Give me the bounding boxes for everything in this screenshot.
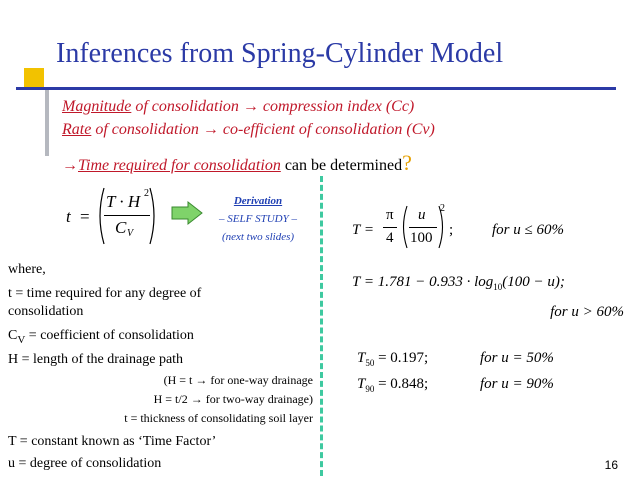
tf-t90-condition: for u = 90% <box>480 376 554 392</box>
magnitude-text: of consolidation → compression index (Cc) <box>131 98 415 115</box>
tf-formula2-sub: 10 <box>493 282 503 292</box>
tf-t50-symbol: T <box>357 350 366 366</box>
layer-thickness: t = thickness of consolidating soil layer <box>124 411 313 425</box>
arrow-icon: → <box>62 157 78 174</box>
tf-formula1-u: u <box>418 207 426 223</box>
tf-formula1-u-bar <box>409 227 437 228</box>
time-text: can be determined <box>280 157 403 174</box>
definition-time-factor: T = constant known as ‘Time Factor’ <box>8 434 217 449</box>
tf-t90-symbol: T <box>357 376 366 392</box>
bullet-accent-bar <box>45 90 49 156</box>
tf-formula2 <box>352 274 565 292</box>
magnitude-term: Magnitude <box>62 98 132 115</box>
definition-cv <box>8 328 194 346</box>
formula-t-denominator: C <box>115 218 127 237</box>
definition-u: u = degree of consolidation <box>8 456 162 471</box>
tf-formula1-exp: 2 <box>440 203 445 214</box>
bullet-magnitude <box>62 98 414 116</box>
definition-h: H = length of the drainage path <box>8 352 184 367</box>
slide-title: Inferences from Spring-Cylinder Model <box>56 38 504 69</box>
tf-t90-sub: 90 <box>365 384 375 394</box>
time-term: Time required for consolidation <box>78 157 281 174</box>
definition-cv-symbol: C <box>8 328 18 343</box>
tf-formula1-condition: for u ≤ 60% <box>492 222 564 238</box>
formula-t-lhs: t <box>66 207 71 226</box>
green-arrow-icon <box>170 200 204 226</box>
definition-t: t = time required for any degree of <box>8 286 202 301</box>
formula-t-exponent: 2 <box>144 188 149 199</box>
question-mark: ? <box>402 150 412 175</box>
tf-t50-condition: for u = 50% <box>480 350 554 366</box>
tf-t90-value: = 0.848; <box>374 376 429 392</box>
tf-t50 <box>357 350 428 368</box>
derivation-label: Derivation <box>233 195 283 207</box>
derivation-next-slides: (next two slides) <box>221 231 295 243</box>
title-underline <box>16 87 616 90</box>
derivation-self-study: – SELF STUDY – <box>219 213 297 225</box>
rate-text: of consolidation → co-efficient of consolidation (Cv) <box>91 121 435 138</box>
tf-formula2-rest: (100 − u); <box>502 274 565 290</box>
formula-t-denominator-sub: V <box>127 228 134 239</box>
definition-cv-sub: V <box>17 333 26 346</box>
where-label: where, <box>8 262 46 277</box>
vertical-divider <box>320 176 323 476</box>
tf-t50-sub: 50 <box>365 358 375 368</box>
tf-formula1-pi-bar <box>383 227 397 228</box>
formula-t-numerator: T · H <box>106 192 141 211</box>
rate-term: Rate <box>62 121 92 138</box>
tf-formula1-hundred: 100 <box>410 230 433 246</box>
tf-formula1-four: 4 <box>386 230 394 246</box>
tf-formula1-semicolon: ; <box>449 222 454 238</box>
tf-t50-value: = 0.197; <box>374 350 429 366</box>
formula-t-eq: = <box>80 207 90 226</box>
definition-t-cont: consolidation <box>8 304 84 319</box>
tf-t90 <box>357 376 428 394</box>
drainage-one-way: (H = t → for one-way drainage <box>163 373 313 387</box>
formula-t-fraction-bar <box>104 215 150 216</box>
drainage-two-way: H = t/2 → for two-way drainage) <box>153 392 313 406</box>
tf-formula1-lhs: T = <box>352 222 374 238</box>
definition-cv-text: = coefficient of consolidation <box>25 328 194 343</box>
tf-formula1-pi: π <box>386 207 394 223</box>
bullet-time <box>62 150 412 176</box>
page-number: 16 <box>604 458 618 472</box>
tf-formula2-main: T = 1.781 − 0.933 · log <box>352 274 494 290</box>
tf-formula2-condition: for u > 60% <box>550 304 624 320</box>
bullet-rate <box>62 121 435 139</box>
